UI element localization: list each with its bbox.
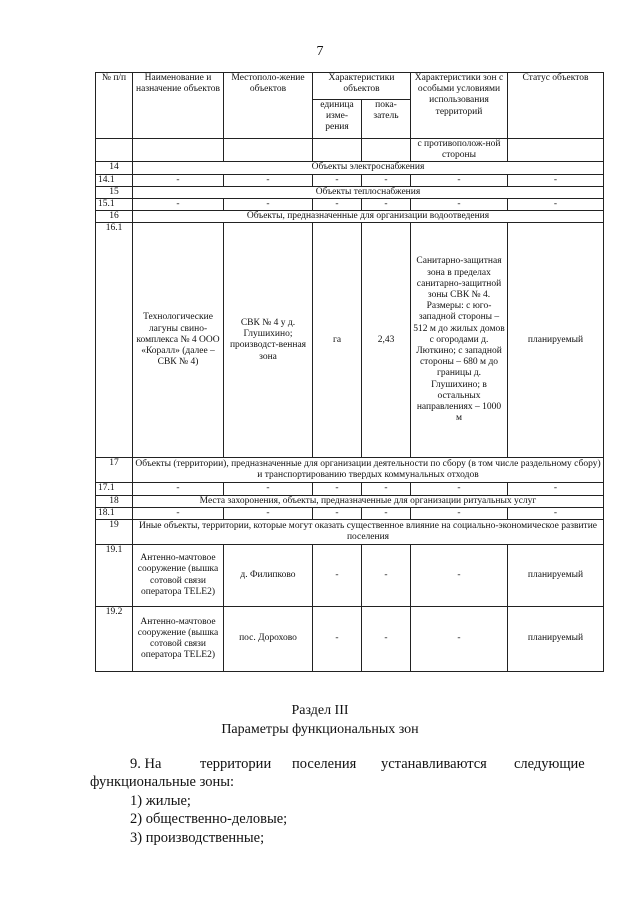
row-number: 16.1 (96, 223, 133, 458)
cell-dash: - (224, 199, 313, 211)
cell-dash: - (133, 507, 224, 519)
object-zone: - (411, 607, 508, 672)
object-value: - (362, 607, 411, 672)
object-location: д. Филипково (224, 545, 313, 607)
header-unit: единица изме-рения (313, 100, 362, 139)
row-number: 14.1 (96, 174, 133, 186)
header-zone: Характеристики зон с особыми условиями использования территорий (411, 73, 508, 139)
table-row (96, 174, 604, 186)
header-characteristics: Характеристики объектов (313, 73, 411, 100)
section-title: Места захоронения, объекты, предназначенные для организации ритуальных услуг (133, 495, 604, 507)
header-status: Статус объектов (508, 73, 604, 139)
row-number: 19 (96, 520, 133, 545)
word: поселения (292, 756, 357, 772)
table-row (96, 223, 604, 458)
object-location: СВК № 4 у д. Глушихино; производст-венная зона (224, 223, 313, 458)
cell-dash: - (411, 483, 508, 495)
word: следующие (514, 756, 585, 772)
table-row (96, 507, 604, 519)
row-number: 19.1 (96, 545, 133, 607)
paragraph-9-line-2: функциональные зоны: (90, 774, 235, 790)
row-number: 14 (96, 162, 133, 174)
cell-dash: - (313, 507, 362, 519)
object-name: Технологические лагуны свино-комплекса № 4 ООО «Коралл» (далее – СВК № 4) (133, 223, 224, 458)
cell-dash: - (362, 507, 411, 519)
section-label: Раздел III (291, 703, 349, 718)
cell-dash: - (508, 507, 604, 519)
section-title: Иные объекты, территории, которые могут оказать существенное влияние на социально-экономическое развитие поселения (133, 520, 604, 545)
section-title: Объекты, предназначенные для организации водоотведения (133, 211, 604, 223)
cell-dash: - (411, 507, 508, 519)
row-number: 16 (96, 211, 133, 223)
object-status: планируемый (508, 545, 604, 607)
cell-dash: - (224, 483, 313, 495)
objects-table (95, 72, 604, 672)
word: 9. На (130, 756, 162, 772)
list-item: 2) общественно-деловые; (130, 811, 288, 827)
list-item: 1) жилые; (130, 793, 191, 809)
page-number: 7 (316, 44, 324, 59)
cell-dash: - (313, 483, 362, 495)
cell-dash: - (411, 199, 508, 211)
cell-dash: - (224, 174, 313, 186)
word: устанавливаются (381, 756, 487, 772)
object-status: планируемый (508, 607, 604, 672)
cell-dash: - (508, 174, 604, 186)
table-row (96, 162, 604, 174)
row-number: 15 (96, 186, 133, 198)
object-name: Антенно-мачтовое сооружение (вышка сотовой связи оператора TELE2) (133, 607, 224, 672)
object-name: Антенно-мачтовое сооружение (вышка сотовой связи оператора TELE2) (133, 545, 224, 607)
table-row (96, 199, 604, 211)
cell-dash: - (133, 199, 224, 211)
cell-dash: - (508, 483, 604, 495)
zone-continuation: с противополож-ной стороны (411, 139, 508, 162)
section-title: Объекты электроснабжения (133, 162, 604, 174)
table-row (96, 483, 604, 495)
cell-dash: - (411, 174, 508, 186)
header-num: № п/п (96, 73, 133, 139)
section-title: Объекты (территории), предназначенные для организации деятельности по сбору (в том числе раздельному сбору) и транспортированию твердых коммунальных отходов (133, 458, 604, 483)
section-title: Параметры функциональных зон (221, 722, 419, 737)
object-value: - (362, 545, 411, 607)
table-row (96, 458, 604, 483)
object-unit: - (313, 545, 362, 607)
table-row (96, 211, 604, 223)
word: территории (200, 756, 272, 772)
object-unit: га (313, 223, 362, 458)
table-row (96, 607, 604, 672)
table-row (96, 545, 604, 607)
cell-dash: - (362, 199, 411, 211)
object-status: планируемый (508, 223, 604, 458)
paragraph-9-line-1 (0, 756, 640, 776)
table-row (96, 495, 604, 507)
cell-dash: - (224, 507, 313, 519)
table-row (96, 186, 604, 198)
object-value: 2,43 (362, 223, 411, 458)
list-item: 3) производственные; (130, 830, 265, 846)
object-unit: - (313, 607, 362, 672)
header-location: Местополо-жение объектов (224, 73, 313, 139)
cell-dash: - (508, 199, 604, 211)
cell-dash: - (362, 483, 411, 495)
row-number: 19.2 (96, 607, 133, 672)
object-location: пос. Дорохово (224, 607, 313, 672)
object-zone: Санитарно-защитная зона в пределах санитарно-защитной зоны СВК № 4. Размеры: с юго-западной стороны – 512 м до жилых домов с огородами д. Люткино; с западной стороны – 680 м до границы д. Глушихино; в остальных направлениях – 1000 м (411, 223, 508, 458)
row-number: 18.1 (96, 507, 133, 519)
row-number: 18 (96, 495, 133, 507)
object-zone: - (411, 545, 508, 607)
cell-dash: - (362, 174, 411, 186)
row-number: 17.1 (96, 483, 133, 495)
table-row (96, 520, 604, 545)
cell-dash: - (133, 174, 224, 186)
cell-dash: - (313, 174, 362, 186)
header-value: пока-затель (362, 100, 411, 139)
section-title: Объекты теплоснабжения (133, 186, 604, 198)
header-name: Наименование и назначение объектов (133, 73, 224, 139)
cell-dash: - (133, 483, 224, 495)
table-row (96, 139, 604, 162)
row-number: 15.1 (96, 199, 133, 211)
row-number: 17 (96, 458, 133, 483)
cell-dash: - (313, 199, 362, 211)
